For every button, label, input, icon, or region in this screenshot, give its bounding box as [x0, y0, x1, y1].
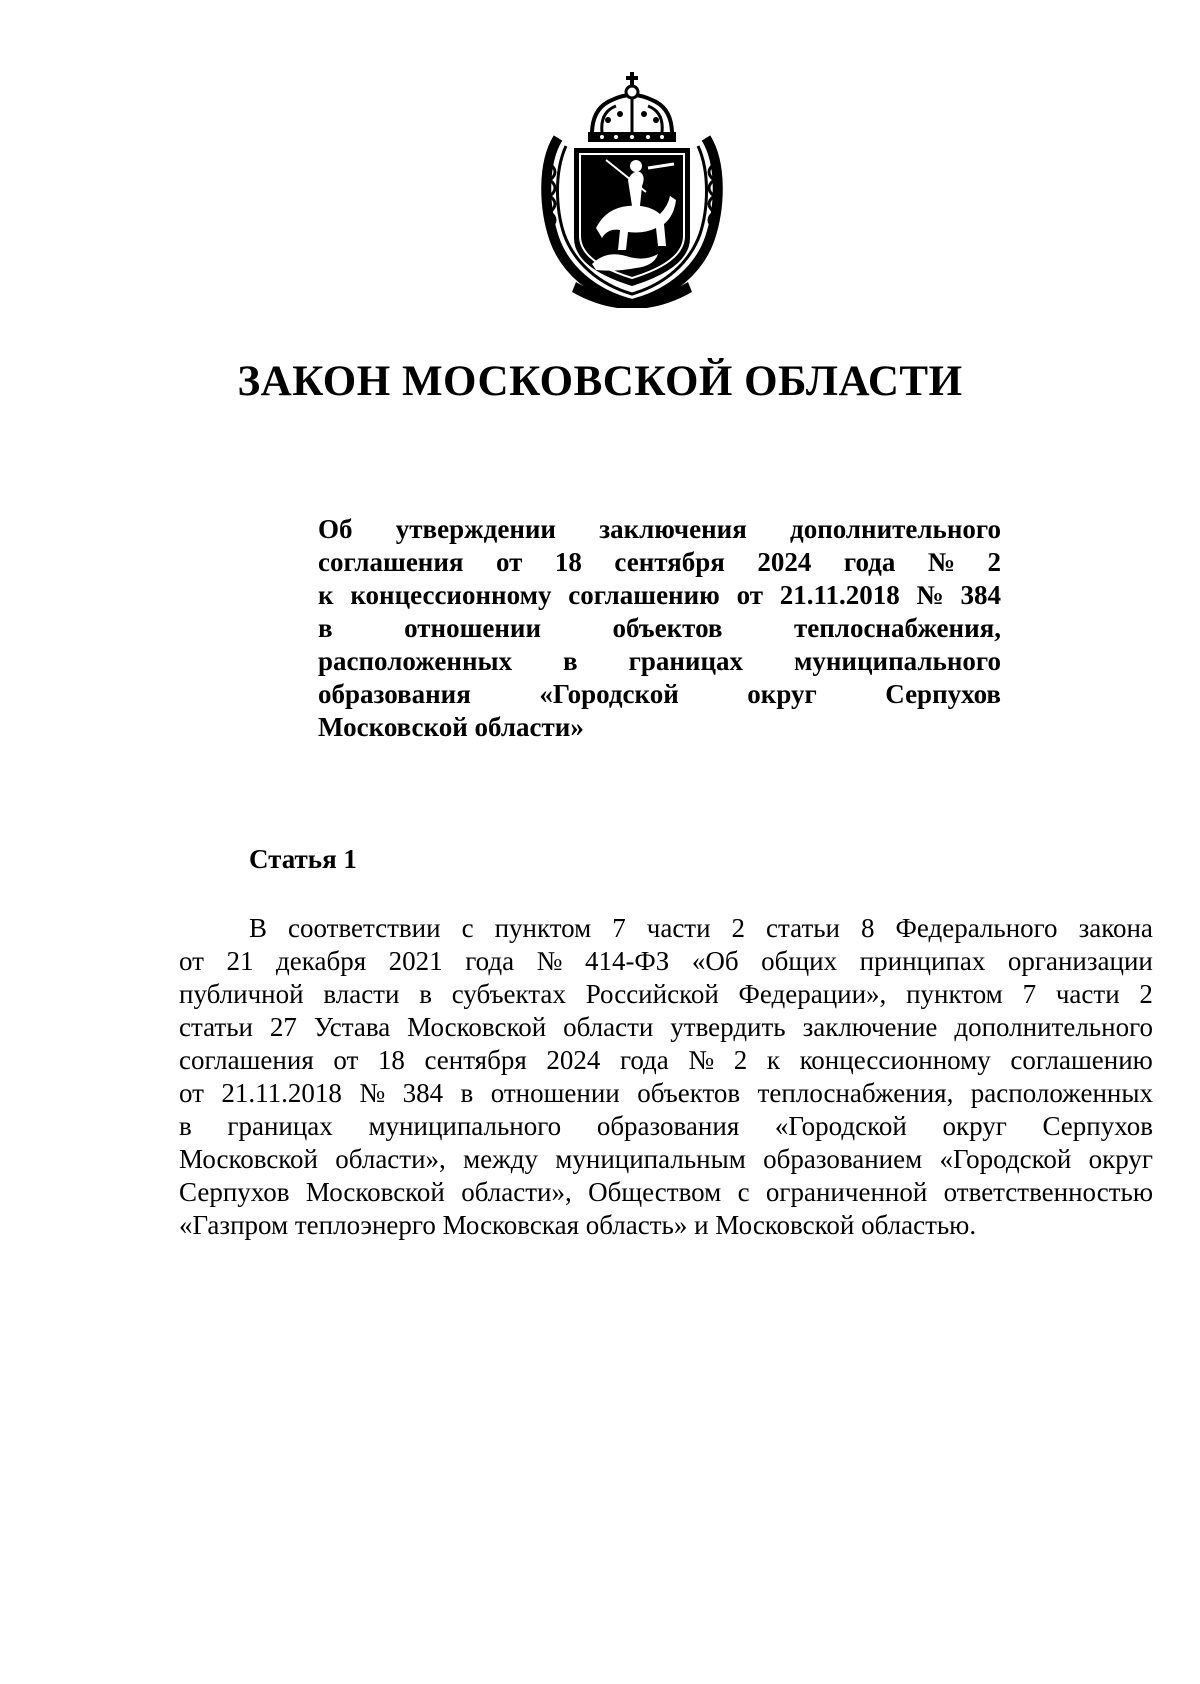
text-line: от 21.11.2018 № 384 в отношении объектов теплоснабжения, расположенных	[179, 1078, 1153, 1108]
text-line: публичной власти в субъектах Российской Федерации», пунктом 7 части 2	[179, 979, 1153, 1009]
text-line: от 21 декабря 2021 года № 414-ФЗ «Об общих принципах организации	[179, 946, 1153, 976]
text-line: в границах муниципального образования «Городской округ Серпухов	[179, 1111, 1153, 1141]
text-line: Об утверждении заключения дополнительного	[318, 514, 1001, 544]
text-line: «Газпром теплоэнерго Московская область» и Московской областью.	[179, 1210, 977, 1240]
article-heading: Статья 1	[249, 844, 357, 874]
text-line: соглашения от 18 сентября 2024 года № 2 к концессионному соглашению	[179, 1045, 1153, 1075]
text-line: расположенных в границах муниципального	[318, 646, 1001, 676]
law-preamble	[318, 513, 1001, 744]
text-line: Московской области»	[318, 712, 584, 742]
coat-of-arms-emblem	[536, 68, 728, 308]
text-line: к концессионному соглашению от 21.11.2018 № 384	[318, 580, 1001, 610]
article-body	[179, 912, 1153, 1242]
text-line: в отношении объектов теплоснабжения,	[318, 613, 1001, 643]
law-title: ЗАКОН МОСКОВСКОЙ ОБЛАСТИ	[237, 358, 963, 405]
coat-of-arms-icon	[536, 68, 728, 308]
text-line: Серпухов Московской области», Обществом с ограниченной ответственностью	[179, 1177, 1153, 1207]
text-line: В соответствии с пунктом 7 части 2 статьи 8 Федерального закона	[249, 913, 1153, 943]
text-line: соглашения от 18 сентября 2024 года № 2	[318, 547, 1001, 577]
text-line: образования «Городской округ Серпухов	[318, 679, 1001, 709]
text-line: Московской области», между муниципальным образованием «Городской округ	[179, 1144, 1153, 1174]
text-line: статьи 27 Устава Московской области утвердить заключение дополнительного	[179, 1012, 1153, 1042]
